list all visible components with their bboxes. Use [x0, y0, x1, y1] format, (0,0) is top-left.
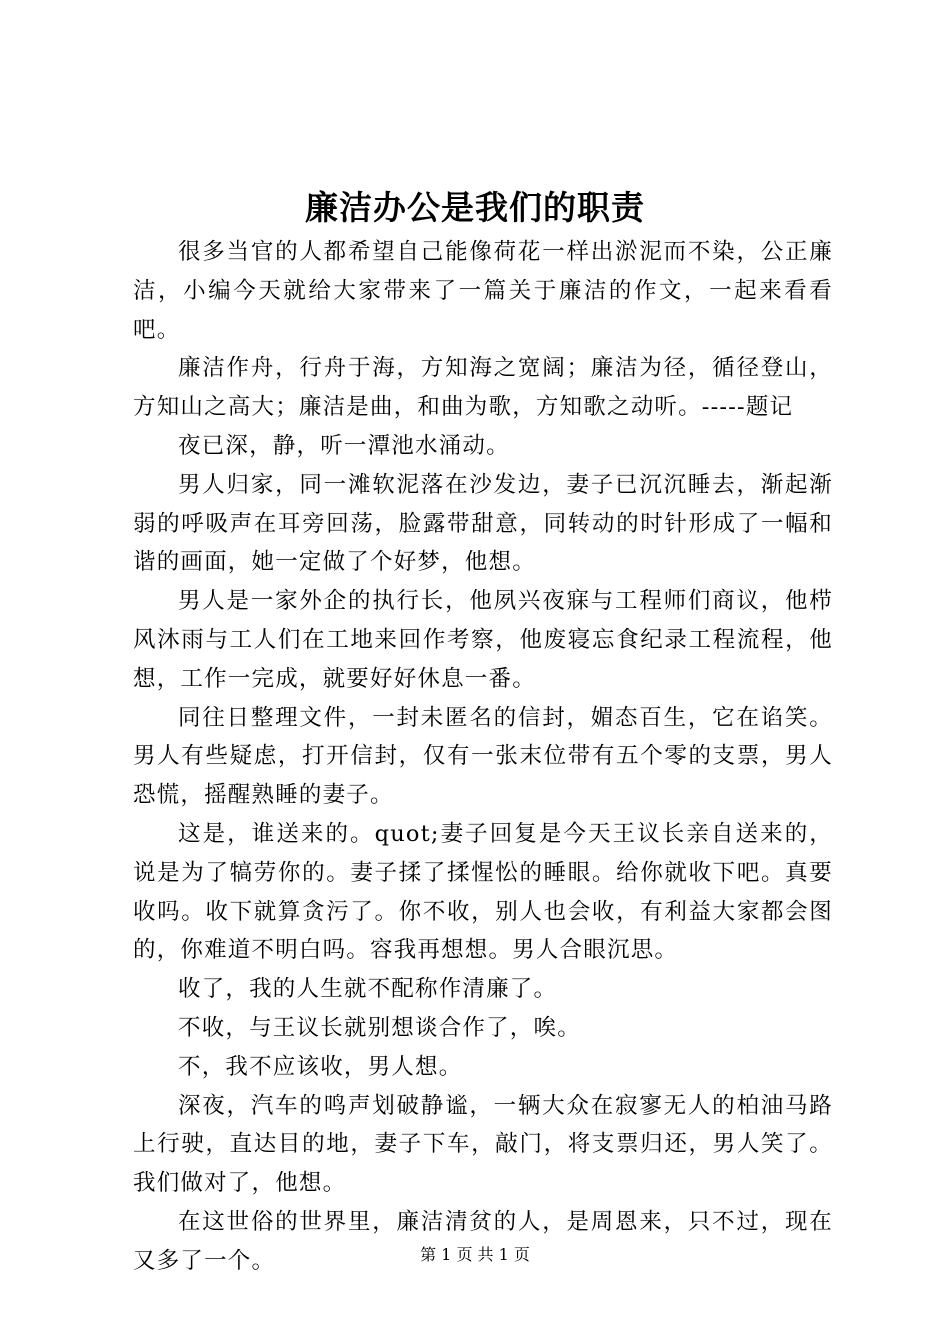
paragraph: 男人归家，同一滩软泥落在沙发边，妻子已沉沉睡去，渐起渐弱的呼吸声在耳旁回荡，脸露带甜意，同转动的时针形成了一幅和谐的画面，她一定做了个好梦，他想。 [133, 471, 833, 576]
paragraph-conclusion: 在这世俗的世界里，廉洁清贫的人，是周恩来，只不过，现在又多了一个。 [133, 1208, 833, 1274]
paragraph: 这是，谁送来的。quot;妻子回复是今天王议长亲自送来的，说是为了犒劳你的。妻子揉了揉惺忪的睡眼。给你就收下吧。真要收吗。收下就算贪污了。你不收，别人也会收，有利益大家都会图的，你难道不明白吗。容我再想想。男人合眼沉思。 [133, 820, 833, 964]
paragraph: 男人是一家外企的执行长，他夙兴夜寐与工程师们商议，他栉风沐雨与工人们在工地来回作考察，他废寝忘食纪录工程流程，他想，工作一完成，就要好好休息一番。 [133, 588, 833, 692]
paragraph-intro: 很多当官的人都希望自己能像荷花一样出淤泥而不染，公正廉洁，小编今天就给大家带来了一篇关于廉洁的作文，一起来看看吧。 [133, 239, 833, 343]
paragraph-epigraph: 廉洁作舟，行舟于海，方知海之宽阔；廉洁为径，循径登山，方知山之高大；廉洁是曲，和曲为歌，方知歌之动听。-----题记 [133, 355, 833, 421]
document-body [133, 233, 833, 1281]
document-title: 廉洁办公是我们的职责 [305, 188, 645, 227]
paragraph: 不，我不应该收，男人想。 [178, 1053, 463, 1080]
paragraph: 同往日整理文件，一封未匿名的信封，媚态百生，它在谄笑。男人有些疑虑，打开信封，仅有一张末位带有五个零的支票，男人恐慌，摇醒熟睡的妻子。 [133, 704, 833, 809]
paragraph: 不收，与王议长就别想谈合作了，唉。 [178, 1014, 581, 1041]
paragraph: 深夜，汽车的鸣声划破静谧，一辆大众在寂寥无人的柏油马路上行驶，直达目的地，妻子下车，敲门，将支票归还，男人笑了。我们做对了，他想。 [133, 1092, 833, 1197]
page-number-footer: 第 1 页 共 1 页 [420, 1245, 530, 1264]
paragraph: 夜已深，静，听一潭池水涌动。 [178, 432, 510, 459]
paragraph: 收了，我的人生就不配称作清廉了。 [178, 976, 558, 1003]
